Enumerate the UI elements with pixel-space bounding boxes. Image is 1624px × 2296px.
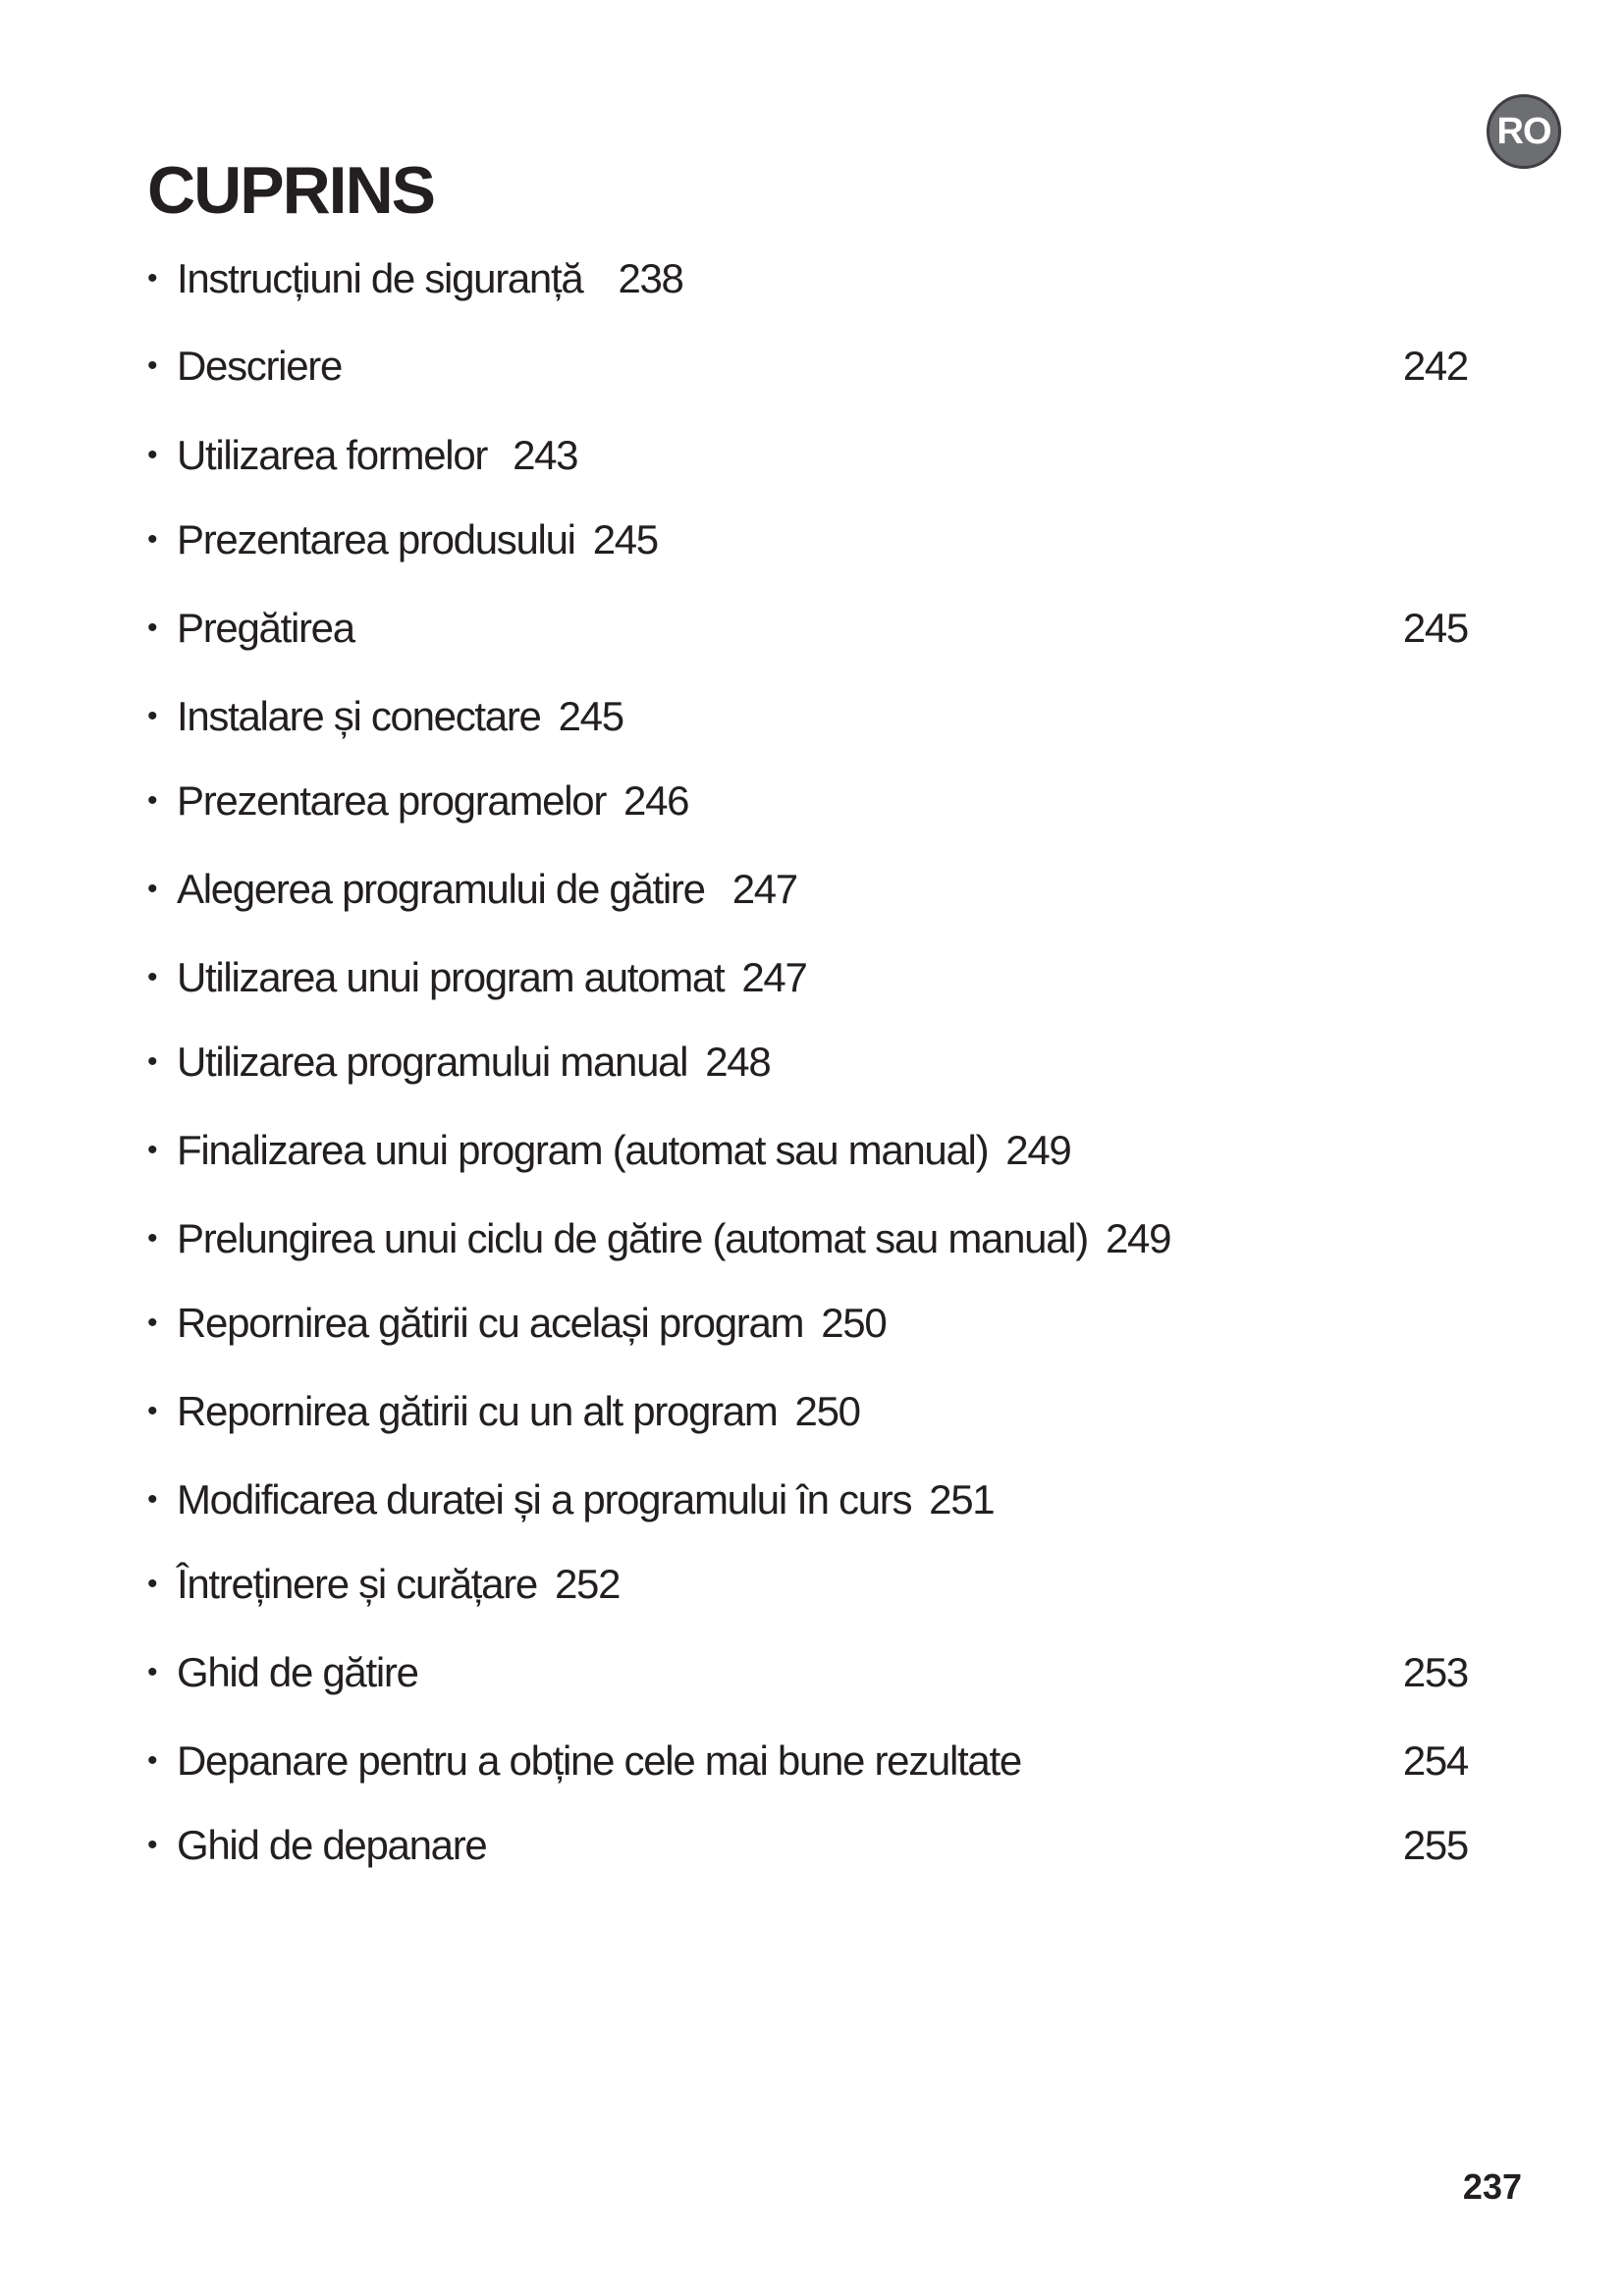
bullet-icon: • [147, 523, 157, 556]
toc-entry-label: Alegerea programului de gătire [177, 866, 705, 912]
toc-entry-extending-cycle[interactable] [147, 1214, 1170, 1263]
toc-entry-label: Depanare pentru a obține cele mai bune rezultate [177, 1737, 1021, 1784]
bullet-icon: • [147, 1656, 157, 1688]
toc-entry-page: 247 [731, 866, 797, 912]
toc-entry-label: Instrucțiuni de siguranță [177, 255, 583, 301]
bullet-icon: • [147, 1222, 157, 1255]
toc-entry-page: 242 [1402, 343, 1468, 389]
toc-entry-label: Întreținere și curățare [177, 1561, 537, 1607]
bullet-icon: • [147, 1483, 157, 1516]
toc-entry-page: 252 [554, 1561, 621, 1607]
toc-entry-choosing-program[interactable] [147, 865, 797, 914]
toc-entry-label: Prezentarea programelor [177, 777, 607, 824]
bullet-icon: • [147, 784, 157, 817]
toc-entry-modify-duration[interactable] [147, 1475, 994, 1524]
toc-entry-troubleshooting-guide[interactable] [147, 1821, 1468, 1870]
toc-entry-page: 250 [821, 1300, 887, 1346]
toc-entry-page: 245 [558, 693, 623, 739]
toc-entry-label: Utilizarea programului manual [177, 1039, 688, 1085]
toc-entry-label: Descriere [177, 343, 343, 389]
toc-entry-ending-program[interactable] [147, 1126, 1070, 1175]
page-number: 237 [1462, 2166, 1522, 2207]
bullet-icon: • [147, 1045, 157, 1078]
bullet-icon: • [147, 349, 157, 382]
toc-entry-page: 250 [794, 1388, 860, 1434]
toc-entry-automatic-program[interactable] [147, 953, 807, 1002]
toc-entry-programs-presentation[interactable] [147, 776, 688, 826]
toc-entry-label: Prezentarea produsului [177, 516, 575, 562]
toc-entry-label: Finalizarea unui program (automat sau manual) [177, 1127, 989, 1173]
toc-entry-label: Utilizarea formelor [177, 432, 488, 478]
bullet-icon: • [147, 1307, 157, 1339]
toc-entry-product-presentation[interactable] [147, 515, 658, 564]
bullet-icon: • [147, 262, 157, 294]
language-code: RO [1496, 111, 1551, 152]
toc-entry-page: 251 [929, 1476, 995, 1522]
bullet-icon: • [147, 612, 157, 644]
toc-entry-page: 247 [741, 954, 807, 1000]
bullet-icon: • [147, 700, 157, 732]
toc-entry-page: 243 [513, 432, 578, 478]
bullet-icon: • [147, 961, 157, 993]
toc-entry-manual-program[interactable] [147, 1038, 770, 1087]
toc-entry-page: 253 [1402, 1649, 1468, 1695]
toc-entry-preparation[interactable] [147, 604, 1468, 653]
toc-entry-label: Pregătirea [177, 605, 354, 651]
toc-entry-maintenance[interactable] [147, 1560, 620, 1609]
toc-entry-label: Prelungirea unui ciclu de gătire (automat sau manual) [177, 1215, 1088, 1261]
toc-entry-page: 249 [1106, 1215, 1171, 1261]
toc-entry-label: Utilizarea unui program automat [177, 954, 725, 1000]
toc-entry-page: 255 [1402, 1822, 1468, 1868]
toc-entry-installation[interactable] [147, 692, 623, 741]
toc-entry-label: Instalare și conectare [177, 693, 541, 739]
toc-entry-label: Ghid de gătire [177, 1649, 418, 1695]
toc-entry-page: 254 [1402, 1737, 1468, 1784]
bullet-icon: • [147, 1744, 157, 1777]
bullet-icon: • [147, 1134, 157, 1166]
bullet-icon: • [147, 1568, 157, 1600]
toc-entry-page: 248 [705, 1039, 771, 1085]
toc-entry-page: 238 [618, 255, 683, 301]
toc-entry-restart-other-program[interactable] [147, 1387, 860, 1436]
toc-entry-label: Repornirea gătirii cu un alt program [177, 1388, 778, 1434]
toc-entry-page: 245 [1402, 605, 1468, 651]
toc-entry-page: 246 [623, 777, 689, 824]
toc-entry-using-molds[interactable] [147, 431, 577, 480]
toc-entry-best-results-troubleshooting[interactable] [147, 1736, 1468, 1786]
bullet-icon: • [147, 873, 157, 905]
page-title: CUPRINS [147, 153, 435, 228]
toc-entry-label: Modificarea duratei și a programului în curs [177, 1476, 912, 1522]
bullet-icon: • [147, 439, 157, 471]
bullet-icon: • [147, 1829, 157, 1861]
toc-entry-label: Ghid de depanare [177, 1822, 487, 1868]
toc-entry-page: 249 [1005, 1127, 1071, 1173]
toc-entry-safety-instructions[interactable] [147, 254, 683, 303]
toc-entry-label: Repornirea gătirii cu același program [177, 1300, 804, 1346]
toc-entry-restart-same-program[interactable] [147, 1299, 886, 1348]
toc-entry-description[interactable] [147, 342, 1468, 391]
toc-entry-page: 245 [592, 516, 658, 562]
toc-entry-cooking-guide[interactable] [147, 1648, 1468, 1697]
bullet-icon: • [147, 1395, 157, 1427]
